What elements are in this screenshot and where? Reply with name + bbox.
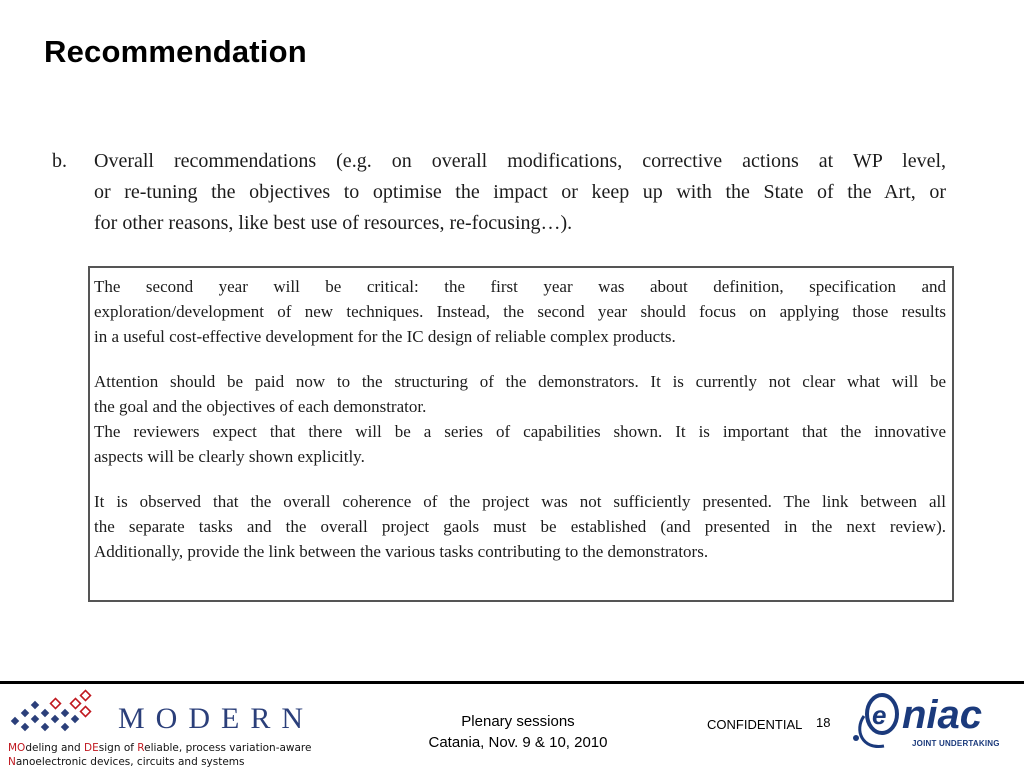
item-line: Overall recommendations (e.g. on overall modifications, corrective actions at WP level, [94, 150, 946, 172]
tagline-text: deling and [25, 742, 85, 754]
comment-line: The reviewers expect that there will be a series of capabilities shown. It is important that the innovative [94, 422, 946, 441]
slide-title: Recommendation [44, 34, 307, 69]
comment-line: aspects will be clearly shown explicitly. [94, 447, 365, 466]
eniac-tagline: JOINT UNDERTAKING [912, 739, 1000, 748]
reviewer-comments-box [88, 266, 954, 602]
comment-line: the goal and the objectives of each demonstrator. [94, 397, 427, 416]
comment-line: Additionally, provide the link between the various tasks contributing to the demonstrators. [94, 542, 709, 561]
tagline-line [8, 755, 311, 769]
footer-divider [0, 681, 1024, 684]
comment-line: the separate tasks and the overall project gaols must be established (and presented in the next review). [94, 517, 946, 536]
item-label: b. [52, 150, 67, 172]
item-line: or re-tuning the objectives to optimise the impact or keep up with the State of the Art, or [94, 181, 946, 203]
event-location-date: Catania, Nov. 9 & 10, 2010 [428, 734, 608, 751]
tagline-highlight: MO [8, 742, 26, 754]
item-text [94, 146, 946, 239]
svg-text:e: e [872, 700, 887, 730]
comment-line: The second year will be critical: the first year was about definition, specification and [94, 277, 946, 296]
tagline-highlight: R [137, 742, 145, 754]
modern-tagline [8, 741, 311, 769]
tagline-text: anoelectronic devices, circuits and systems [15, 756, 245, 768]
paragraph-gap [94, 349, 946, 369]
confidential-label: CONFIDENTIAL [707, 717, 803, 732]
tagline-text: eliable, process variation-aware [144, 742, 312, 754]
event-title: Plenary sessions [461, 713, 575, 730]
item-line: for other reasons, like best use of resources, re-focusing…). [94, 212, 573, 234]
tagline-highlight: N [8, 756, 16, 768]
modern-logo-icon [8, 688, 98, 736]
comment-line: It is observed that the overall coherence of the project was not sufficiently presented. The link between all [94, 492, 946, 511]
tagline-line [8, 741, 311, 755]
comment-line: exploration/development of new techniques. Instead, the second year should focus on applying those results [94, 302, 946, 321]
comment-line: Attention should be paid now to the structuring of the demonstrators. It is currently not clear what will be [94, 372, 946, 391]
page-number: 18 [816, 715, 831, 730]
eniac-wordmark-text: niac [902, 693, 983, 737]
modern-wordmark: MODERN [118, 702, 315, 735]
paragraph-gap [94, 469, 946, 489]
scanned-excerpt [44, 140, 964, 610]
reviewer-comments [94, 274, 946, 564]
comment-line: in a useful cost-effective development for the IC design of reliable complex products. [94, 327, 676, 346]
event-info [400, 711, 636, 753]
tagline-highlight: DE [84, 742, 99, 754]
tagline-text: sign of [98, 742, 138, 754]
eniac-logo-icon [850, 688, 1020, 760]
